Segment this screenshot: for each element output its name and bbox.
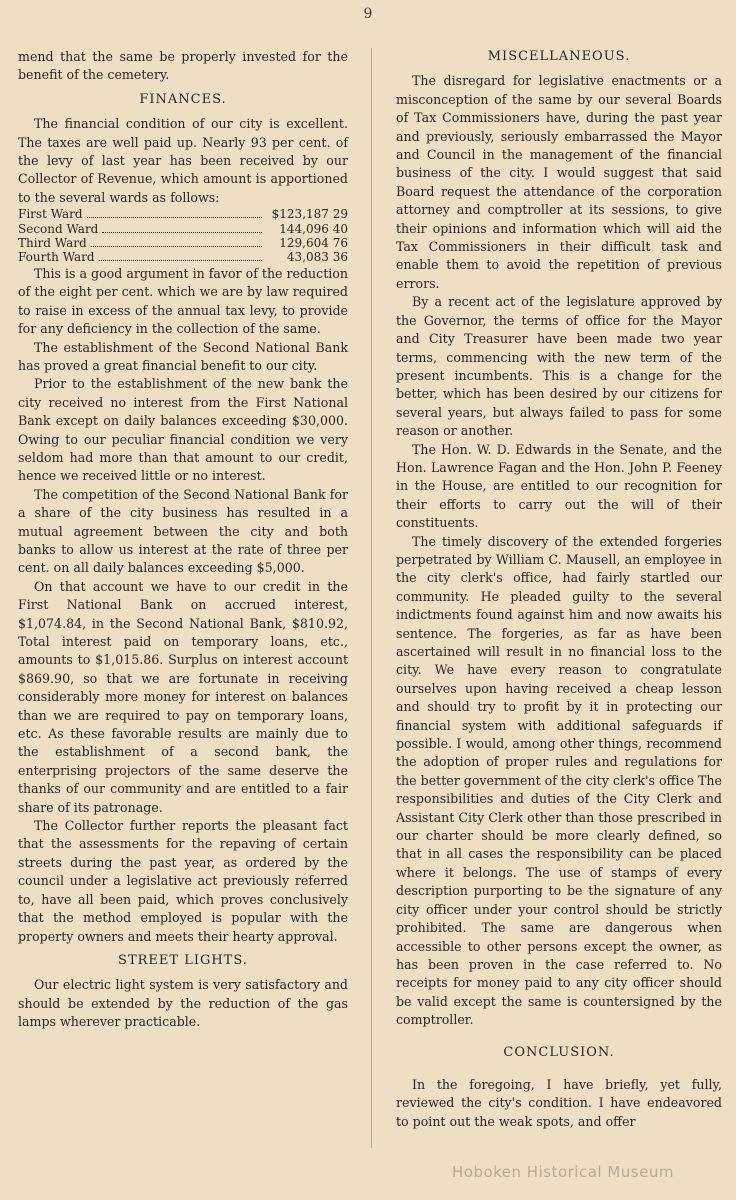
finances-paragraph-3: The establishment of the Second National Bank has proved a great financial benefit to our city. bbox=[18, 339, 348, 373]
leader-dots bbox=[99, 260, 262, 261]
right-column bbox=[396, 48, 722, 1131]
ledger-row bbox=[18, 222, 348, 236]
intro-paragraph: mend that the same be properly invested for the benefit of the cemetery. bbox=[18, 49, 348, 83]
miscellaneous-paragraph-1: The disregard for legislative enactments or a misconception of the same by our several Boards of Tax Commissioners have, during the past year and previously, seriously embarrassed the Mayor and Council in the management of the financial business of the city. I would suggest that said Board request the attendance of the corporation attorney and comptroller at its sessions, to give their opinions and information which will aid the Tax Commissioners in their difficult task and enable them to avoid the repetition of previous errors. bbox=[396, 73, 722, 291]
ward-label: Second Ward bbox=[18, 221, 99, 236]
finances-paragraph-5: The competition of the Second National Bank for a share of the city business has resulted in a mutual agreement between the city and both banks to allow us interest at the rate of three per cent. on all daily balances exceeding $5,000. bbox=[18, 486, 348, 576]
column-divider bbox=[371, 48, 372, 1148]
ledger-row bbox=[18, 236, 348, 250]
finances-paragraph-7: The Collector further reports the pleasant fact that the assessments for the repaving of certain streets during the past year, as ordered by the council under a legislative act previously referred to, have all been paid, which proves conclusively that the method employed is popular with the property owners and meets their hearty approval. bbox=[18, 818, 348, 944]
miscellaneous-heading: MISCELLANEOUS. bbox=[487, 49, 631, 64]
ward-label: Fourth Ward bbox=[18, 250, 95, 265]
page-number: 9 bbox=[363, 6, 373, 22]
ward-amount: $123,187 29 bbox=[271, 207, 348, 222]
left-column bbox=[18, 48, 348, 1032]
ward-amount: 129,604 76 bbox=[279, 236, 348, 251]
finances-paragraph-4: Prior to the establishment of the new bank the city received no interest from the First National Bank except on daily balances exceeding $30,000. Owing to our peculiar financial condition we very seldom had more than that amount to our credit, hence we received little or no interest. bbox=[18, 376, 348, 484]
finances-heading: FINANCES. bbox=[139, 91, 227, 107]
ward-amount: 43,083 36 bbox=[286, 250, 348, 265]
ward-ledger bbox=[18, 207, 348, 265]
miscellaneous-paragraph-2: By a recent act of the legislature approved by the Governor, the terms of office for the Mayor and City Treasurer have been made two year terms, commencing with the new term of the present incumbents. This is a change for the better, which has been desired by our citizens for several years, but always failed to pass for some reason or another. bbox=[396, 294, 722, 439]
ledger-row bbox=[18, 207, 348, 221]
leader-dots bbox=[91, 246, 262, 247]
miscellaneous-paragraph-4: The timely discovery of the extended forgeries perpetrated by William C. Mausell, an employee in the city clerk's office, had fairly startled our community. He pleaded guilty to the several indictments found against him and now awaits his sentence. The forgeries, as far as have been ascertained will result in no financial loss to the city. We have every reason to congratulate ourselves upon having received a cheap lesson and should try to profit by it in protecting our financial system with additional safeguards if possible. I would, among other things, recommend the adoption of proper rules and regulations for the better government of the city clerk's office The responsibilities and duties of the City Clerk and Assistant City Clerk other than those prescribed in our charter should be more clearly defined, so that in all cases the responsibility can be placed where it belongs. The use of stamps of every description purporting to be the signature of any city officer under your control should be strictly prohibited. The same are dangerous when accessible to other persons except the owner, as has been proven in the case referred to. No receipts for money paid to any city officer should be valid except the same is countersigned by the comptroller. bbox=[396, 533, 722, 1028]
leader-dots bbox=[102, 232, 262, 233]
finances-paragraph-2: This is a good argument in favor of the reduction of the eight per cent. which we are by law required to raise in excess of the annual tax levy, to provide for any deficiency in the collection of the same. bbox=[18, 265, 348, 337]
street-lights-paragraph: Our electric light system is very satisfactory and should be extended by the reduction of the gas lamps wherever practicable. bbox=[18, 977, 348, 1030]
ledger-row bbox=[18, 250, 348, 264]
conclusion-heading: CONCLUSION. bbox=[503, 1044, 615, 1060]
ward-amount: 144,096 40 bbox=[279, 221, 348, 236]
street-lights-heading: STREET LIGHTS. bbox=[118, 952, 248, 968]
conclusion-paragraph: In the foregoing, I have briefly, yet fully, reviewed the city's condition. I have endeavored to point out the weak spots, and offer bbox=[396, 1076, 722, 1129]
miscellaneous-paragraph-3: The Hon. W. D. Edwards in the Senate, and the Hon. Lawrence Fagan and the Hon. John P. Feeney in the House, are entitled to our recognition for their efforts to carry out the will of their constituents. bbox=[396, 441, 722, 531]
museum-watermark: Hoboken Historical Museum bbox=[452, 1163, 674, 1181]
finances-paragraph-1: The financial condition of our city is excellent. The taxes are well paid up. Nearly 93 per cent. of the levy of last year has been received by our Collector of Revenue, which amount is apportioned to the several wards as follows: bbox=[18, 116, 348, 205]
ward-label: First Ward bbox=[18, 207, 83, 222]
finances-paragraph-6: On that account we have to our credit in the First National Bank on accrued interest, $1,074.84, in the Second National Bank, $810.92, Total interest paid on temporary loans, etc., amounts to $1,015.86. Surplus on interest account $869.90, so that we are fortunate in receiving considerably more money for interest on balances than we are required to pay on temporary loans, etc. As these favorable results are mainly due to the establishment of a second bank, the enterprising projectors of the same deserve the thanks of our community and are entitled to a fair share of its patronage. bbox=[18, 578, 348, 815]
leader-dots bbox=[87, 217, 262, 218]
ward-label: Third Ward bbox=[18, 236, 87, 251]
